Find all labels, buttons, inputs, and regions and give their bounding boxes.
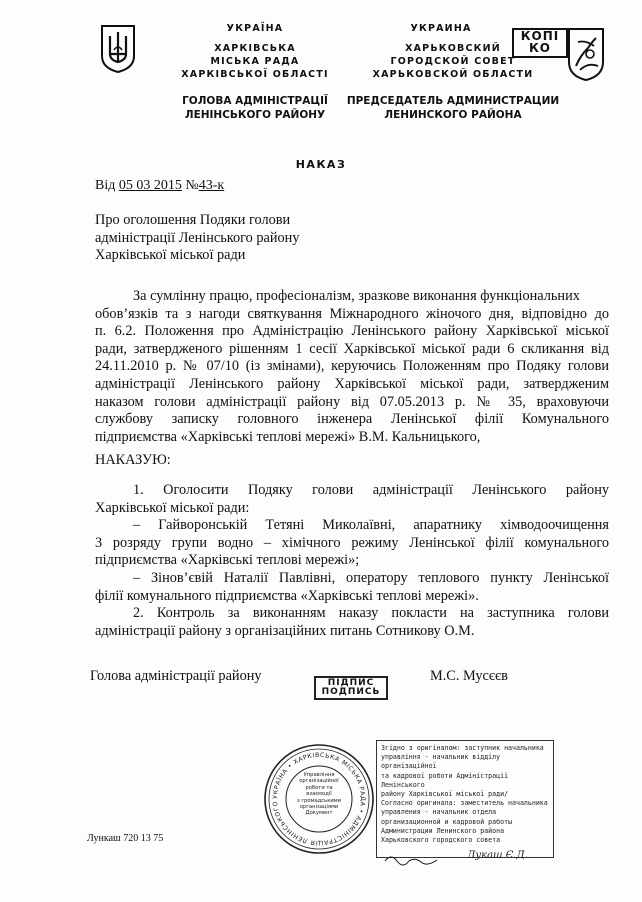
header-ua-council-line1: ХАРКІВСЬКА: [214, 43, 296, 54]
preamble-line: наказом голови адміністрації району від 07.05.2013 р. № 35, враховуючи: [95, 393, 609, 410]
cert-signature-area: [381, 849, 549, 867]
seal-center-line: роботи та: [305, 784, 333, 791]
preamble-line: ради, затвердженого рішенням 1 сесії Харківської міської ради 6 скликання від: [95, 340, 609, 357]
header-ru-country: УКРАИНА: [410, 23, 472, 34]
order-items: [95, 482, 609, 640]
item-line: – Гайворонській Тетяні Миколаївні, апаратнику хімводоочищення: [133, 517, 609, 534]
cert-line: управления - начальник отдела: [381, 808, 497, 817]
subject-line: адміністрації Ленінського району: [95, 229, 300, 246]
preamble: [95, 288, 609, 446]
item-line: підприємства «Харківські теплові мережі»;: [95, 552, 360, 569]
item-line: 2. Контроль за виконанням наказу покласти на заступника голови: [133, 605, 609, 622]
preamble-line: адміністрації Ленінського району Харківської міської ради, затвердженим: [95, 375, 609, 392]
item-line: адміністрації району з організаційних питань Сотникову О.М.: [95, 622, 475, 639]
cert-line: управління - начальник відділу організаційної: [381, 753, 501, 771]
item-line: 1. Оголосити Подяку голови адміністрації Ленінського району: [133, 482, 609, 498]
cert-signature-name: Лукаш Є.Д.: [467, 850, 528, 862]
cert-line: организационной и кадровой работы: [381, 817, 513, 826]
seal-center: [290, 772, 348, 817]
seal-center-line: взаємодії: [306, 791, 332, 798]
seal-center-line: організаційної: [299, 778, 339, 785]
cert-line: Згідно з оригіналом: заступник начальника: [381, 744, 544, 752]
date-prefix: Від: [95, 178, 119, 193]
cert-line: Харьковского городского совета: [381, 836, 501, 845]
certification-stamp: [376, 740, 554, 862]
date-value: 05 03 2015: [118, 178, 182, 193]
handwritten-signature-icon: [383, 851, 443, 867]
header-ua-council-line3: ХАРКІВСЬКОЇ ОБЛАСТІ: [181, 69, 329, 80]
item-line: Харківської міської ради:: [95, 499, 250, 516]
seal-center-line: Документ: [305, 810, 333, 817]
preamble-line: підприємства «Харківські теплові мережі» В.М. Кальницького,: [95, 428, 481, 445]
order-date: [95, 178, 224, 194]
copy-stamp-line1: КОПІ: [520, 29, 560, 43]
cert-line: та кадрової роботи Адміністрації Ленінського: [381, 771, 509, 789]
header-ru-council-line2: ГОРОДСКОЙ СОВЕТ: [390, 56, 516, 67]
header-ua-council-line2: МІСЬКА РАДА: [210, 56, 300, 67]
header-ru-head-line1: ПРЕДСЕДАТЕЛЬ АДМИНИСТРАЦИИ: [346, 95, 560, 107]
order-subject: [95, 212, 299, 265]
subject-line: Харківської міської ради: [95, 247, 246, 264]
header-ua-country: УКРАЇНА: [226, 23, 284, 34]
copy-stamp-line2: КО: [528, 41, 551, 55]
official-seal: [262, 742, 376, 856]
signature-name: М.С. Мусєєв: [430, 668, 508, 684]
header-ru-council-line1: ХАРЬКОВСКИЙ: [405, 43, 501, 54]
order-number: 43-к: [198, 178, 225, 193]
preamble-line: службову записку головного інженера Ленінської філії Комунального: [95, 411, 609, 428]
preamble-line: обов’язків та з нагоди святкування Міжнародного жіночого дня, відповідно до: [95, 305, 609, 322]
header-ru-head-line2: ЛЕНИНСКОГО РАЙОНА: [384, 109, 522, 121]
document-title: НАКАЗ: [295, 158, 347, 171]
signature-stamp: [314, 676, 388, 700]
header-ru-council-line3: ХАРЬКОВСКОЙ ОБЛАСТИ: [372, 69, 534, 80]
item-line: 3 розряду групи водно – хімічного режиму Ленінської філії комунального: [95, 534, 609, 551]
subject-line: Про оголошення Подяки голови: [95, 212, 291, 228]
signature-stamp-line1: ПІДПИС: [327, 678, 375, 688]
kharkiv-city-emblem-icon: [566, 26, 606, 82]
footer-phone: Лункаш 720 13 75: [87, 833, 164, 844]
seal-ring-text: УКРАЇНА • ХАРКІВСЬКА МІСЬКА РАДА • АДМІНІСТРАЦІЯ ЛЕНІНСЬКОГО: [271, 751, 367, 847]
item-line: – Зінов’євій Наталії Павлівні, оператору теплового пункту Ленінської: [133, 569, 609, 586]
seal-center-line: з громадськими: [297, 797, 341, 804]
cert-line: Согласно оригинала: заместитель начальника: [381, 799, 548, 808]
order-word: НАКАЗУЮ:: [95, 452, 171, 468]
preamble-line: За сумлінну працю, професіоналізм, зразкове виконання функціональних: [133, 288, 580, 304]
header-ua-head-line1: ГОЛОВА АДМІНІСТРАЦІЇ: [182, 95, 328, 107]
seal-center-line: Управління: [303, 772, 335, 778]
signature-position: Голова адміністрації району: [90, 668, 262, 684]
ukraine-coat-of-arms-icon: [100, 24, 136, 74]
preamble-line: 24.11.2010 р. № 07/10 (із змінами), керуючись Положенням про Подяку голови: [95, 358, 609, 375]
cert-line: району Харківської міської ради/: [381, 790, 509, 799]
header-ua-head-line2: ЛЕНІНСЬКОГО РАЙОНУ: [184, 109, 326, 121]
item-line: філії комунального підприємства «Харківські теплові мережі».: [95, 587, 479, 604]
copy-stamp: [512, 28, 568, 58]
seal-center-line: організаціями: [299, 804, 339, 811]
signature-stamp-line2: ПОДПИСЬ: [321, 687, 381, 697]
preamble-line: п. 6.2. Положення про Адміністрацію Ленінського району Харківської міської: [95, 323, 609, 340]
number-prefix: №: [181, 178, 199, 193]
cert-line: Администрации Ленинского района: [381, 826, 505, 835]
